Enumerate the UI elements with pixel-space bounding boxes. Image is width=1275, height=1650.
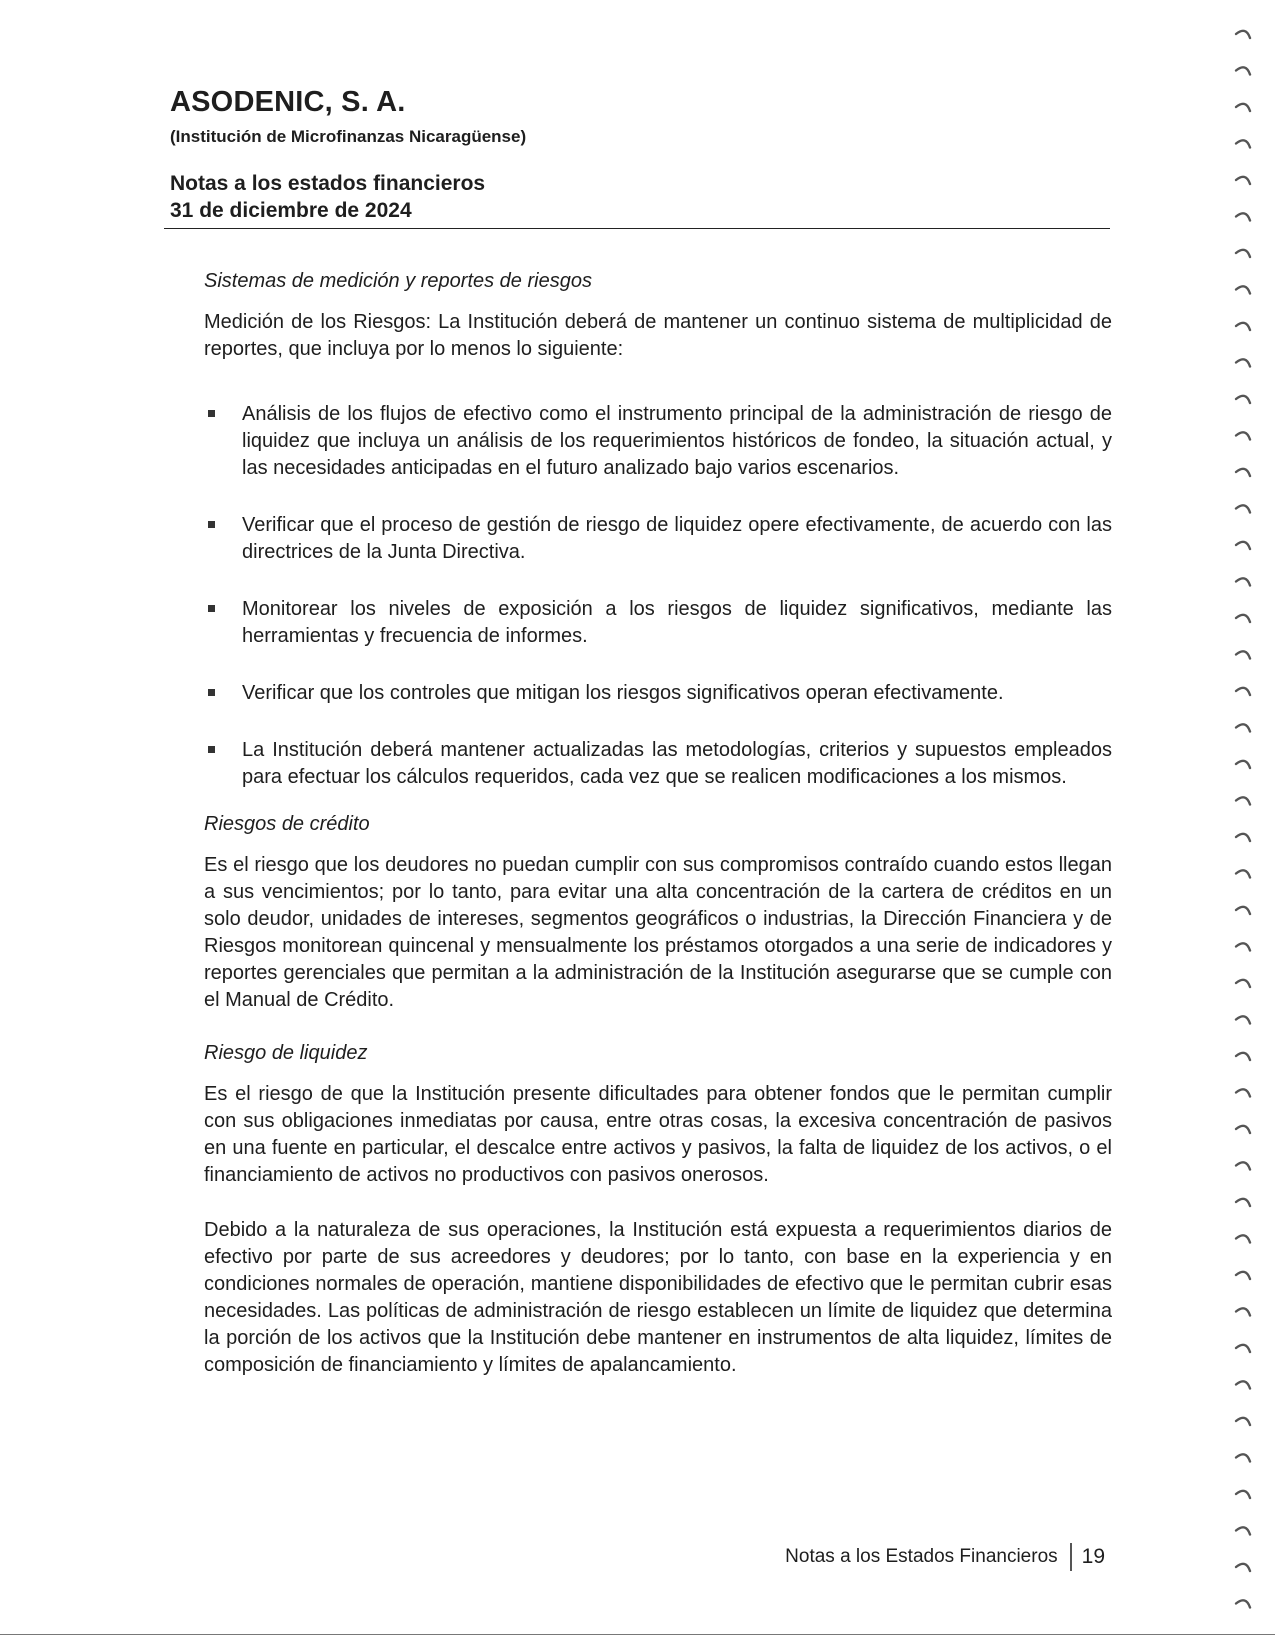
- binding-ring: [1236, 907, 1250, 914]
- binding-ring: [1236, 1564, 1250, 1571]
- binding-ring: [1236, 432, 1250, 439]
- binding-ring: [1236, 1235, 1250, 1242]
- binding-ring: [1236, 1016, 1250, 1023]
- bullet-text: Verificar que el proceso de gestión de riesgo de liquidez opere efectivamente, de acuerdo con las directrices de la Junta Directiva.: [242, 514, 1112, 563]
- document-title-date: 31 de diciembre de 2024: [170, 199, 412, 222]
- binding-ring: [1236, 797, 1250, 804]
- page-bottom-edge: [0, 1634, 1275, 1635]
- binding-ring: [1236, 1381, 1250, 1388]
- binding-ring: [1236, 213, 1250, 220]
- page-body: [200, 268, 1112, 1379]
- binding-ring: [1236, 651, 1250, 658]
- binding-ring: [1236, 31, 1250, 38]
- binding-ring: [1236, 104, 1250, 111]
- page-number: 19: [1081, 1545, 1105, 1568]
- company-subtitle: (Institución de Microfinanzas Nicaragüense): [170, 127, 527, 146]
- binding-ring: [1236, 396, 1250, 403]
- binding-ring: [1236, 1126, 1250, 1133]
- spiral-binding: [1232, 24, 1256, 1624]
- credit-paragraph: Es el riesgo que los deudores no puedan cumplir con sus compromisos contraído cuando estos llegan a sus vencimientos; por lo tanto, para evitar una alta concentración de la cartera de créditos en un solo deudor, unidades de intereses, segmentos geográficos o industrias, la Dirección Financiera y de Riesgos monitorean quincenal y mensualmente los préstamos otorgados a una serie de indicadores y reportes gerenciales que permitan a la administración de la Institución asegurarse que se cumple con el Manual de Crédito.: [204, 854, 1112, 1011]
- spacer: [200, 363, 1112, 401]
- liquidity-paragraph-2: Debido a la naturaleza de sus operaciones, la Institución está expuesta a requerimientos diarios de efectivo por parte de sus acreedores y deudores; por lo tanto, con base en la experiencia y en condiciones normales de operación, mantiene disponibilidades de efectivo que le permitan cubrir esas necesidades. Las políticas de administración de riesgo establecen un límite de liquidez que determina la porción de los activos que la Institución debe mantener en instrumentos de alta liquidez, límites de composición de financiamiento y límites de apalancamiento.: [204, 1219, 1112, 1376]
- bullet-item: [204, 512, 1112, 566]
- binding-ring: [1236, 615, 1250, 622]
- binding-ring: [1236, 870, 1250, 877]
- binding-ring: [1236, 1272, 1250, 1279]
- binding-ring: [1236, 1199, 1250, 1206]
- header-divider: [164, 228, 1110, 229]
- binding-ring: [1236, 177, 1250, 184]
- bullet-text: La Institución deberá mantener actualizadas las metodologías, criterios y supuestos empleados para efectuar los cálculos requeridos, cada vez que se realicen modificaciones a los mismos.: [242, 739, 1112, 788]
- document-title: [170, 170, 485, 224]
- binding-ring: [1236, 688, 1250, 695]
- binding-ring: [1236, 250, 1250, 257]
- binding-ring: [1236, 67, 1250, 74]
- binding-ring: [1236, 323, 1250, 330]
- bullet-square-icon: [208, 689, 215, 696]
- bullet-text: Análisis de los flujos de efectivo como el instrumento principal de la administración de riesgo de liquidez que incluya un análisis de los requerimientos históricos de fondeo, la situación actual, y las necesidades anticipadas en el futuro analizado bajo varios escenarios.: [242, 403, 1112, 479]
- binding-ring: [1236, 359, 1250, 366]
- spacer: [200, 1189, 1112, 1217]
- binding-ring: [1236, 1600, 1250, 1607]
- bullet-square-icon: [208, 746, 215, 753]
- company-name: ASODENIC, S. A.: [170, 86, 406, 118]
- binding-ring: [1236, 140, 1250, 147]
- bullet-text: Verificar que los controles que mitigan los riesgos significativos operan efectivamente.: [242, 682, 1004, 704]
- binding-rings: [1232, 24, 1256, 1624]
- binding-ring: [1236, 724, 1250, 731]
- spacer: [200, 1014, 1112, 1040]
- liquidity-paragraph-1: Es el riesgo de que la Institución presente dificultades para obtener fondos que le permitan cumplir con sus obligaciones inmediatas por causa, entre otras cosas, la excesiva concentración de pasivos en una fuente en particular, el descalce entre activos y pasivos, la falta de liquidez de los activos, o el financiamiento de activos no productivos con pasivos onerosos.: [204, 1083, 1112, 1186]
- binding-ring: [1236, 1162, 1250, 1169]
- binding-ring: [1236, 943, 1250, 950]
- footer-label: Notas a los Estados Financieros: [785, 1546, 1058, 1567]
- binding-ring: [1236, 1053, 1250, 1060]
- binding-ring: [1236, 1308, 1250, 1315]
- bullet-item: [204, 680, 1112, 707]
- binding-ring: [1236, 286, 1250, 293]
- binding-ring: [1236, 980, 1250, 987]
- section-heading-credit: Riesgos de crédito: [204, 813, 370, 835]
- bullet-square-icon: [208, 605, 215, 612]
- document-title-line1: Notas a los estados financieros: [170, 172, 486, 195]
- bullet-item: [204, 596, 1112, 650]
- measurement-intro: Medición de los Riesgos: La Institución deberá de mantener un continuo sistema de multiplicidad de reportes, que incluya por lo menos lo siguiente:: [204, 311, 1112, 360]
- binding-ring: [1236, 1418, 1250, 1425]
- binding-ring: [1236, 1454, 1250, 1461]
- bullet-item: [204, 737, 1112, 791]
- bullet-text: Monitorear los niveles de exposición a los riesgos de liquidez significativos, mediante las herramientas y frecuencia de informes.: [242, 598, 1112, 647]
- section-heading-measurement: Sistemas de medición y reportes de riesgos: [204, 270, 592, 292]
- binding-ring: [1236, 1089, 1250, 1096]
- measurement-bullet-list: [200, 401, 1112, 791]
- page-footer: [785, 1543, 1105, 1571]
- binding-ring: [1236, 1491, 1250, 1498]
- binding-ring: [1236, 761, 1250, 768]
- footer-separator: [1070, 1543, 1072, 1571]
- bullet-square-icon: [208, 410, 215, 417]
- binding-ring: [1236, 469, 1250, 476]
- binding-ring: [1236, 1527, 1250, 1534]
- binding-ring: [1236, 1345, 1250, 1352]
- binding-ring: [1236, 505, 1250, 512]
- bullet-item: [204, 401, 1112, 482]
- binding-ring: [1236, 578, 1250, 585]
- bullet-square-icon: [208, 521, 215, 528]
- binding-ring: [1236, 834, 1250, 841]
- section-heading-liquidity: Riesgo de liquidez: [204, 1042, 368, 1064]
- binding-ring: [1236, 542, 1250, 549]
